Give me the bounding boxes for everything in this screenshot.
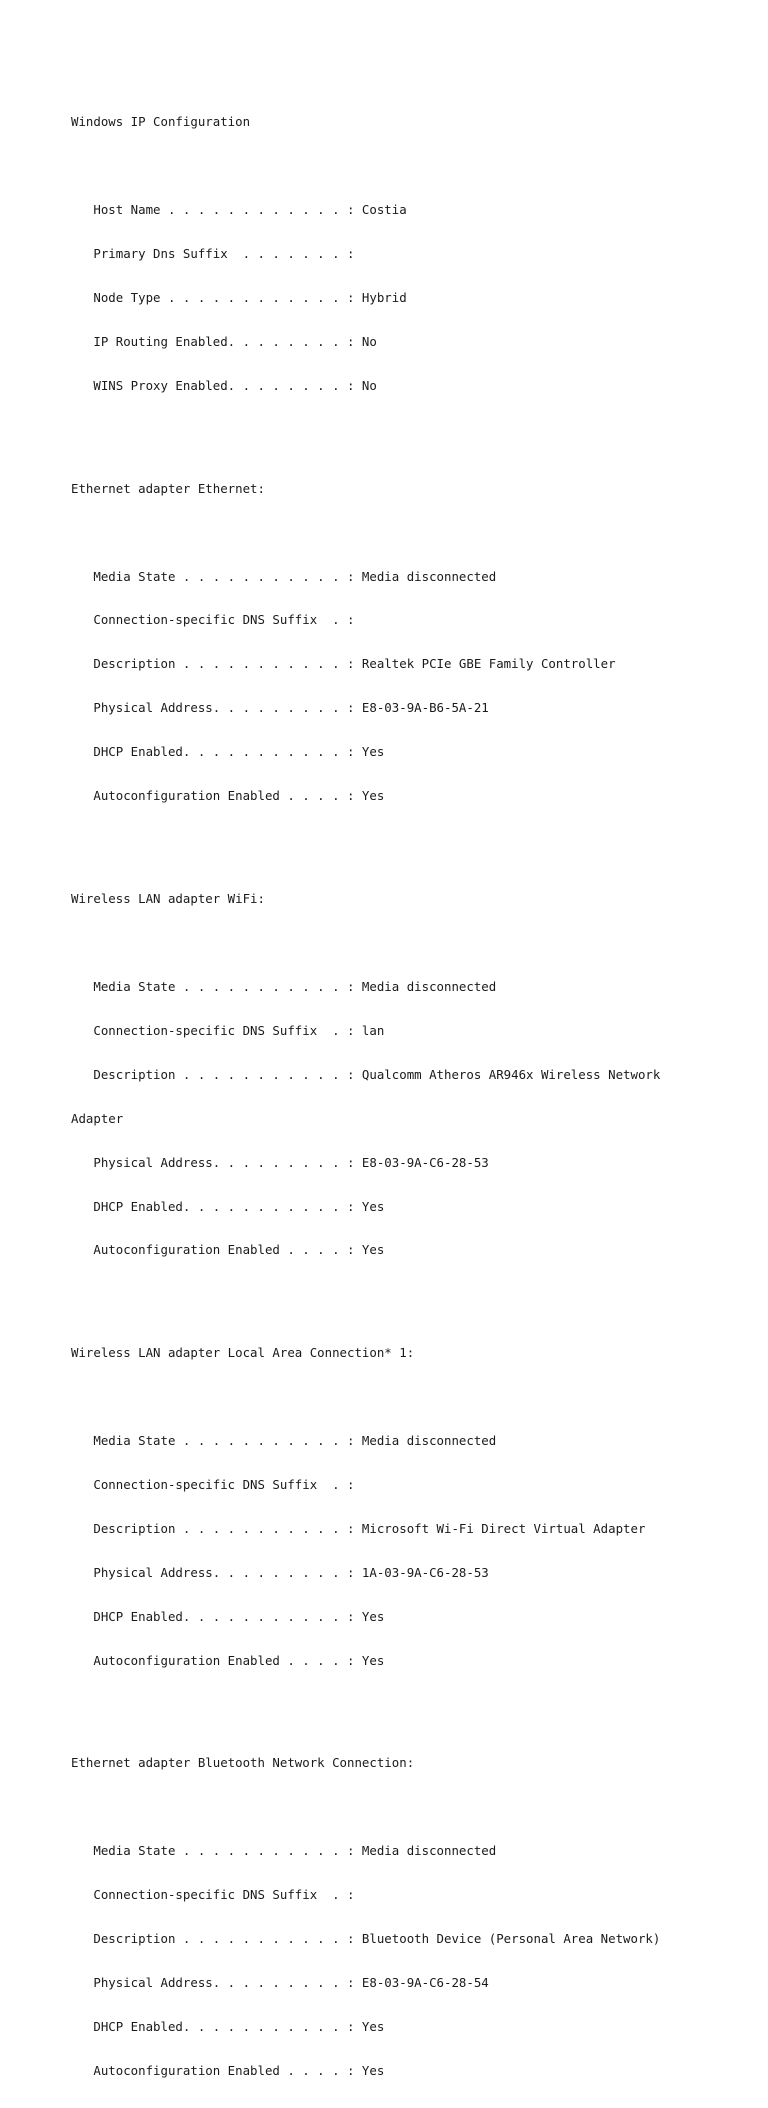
blank-line [71,1800,751,1815]
blank-line [71,833,751,848]
ipconfig-output [71,86,751,2108]
config-line-description: Description . . . . . . . . . . . : Microsoft Wi-Fi Direct Virtual Adapter [71,1520,646,1536]
config-line-dns-suffix: Connection-specific DNS Suffix . : [71,1887,355,1903]
section-heading-ethernet-adapter: Ethernet adapter Ethernet: [71,480,265,496]
config-line-autoconfiguration-enabled: Autoconfiguration Enabled . . . . : Yes [71,788,385,804]
config-line-media-state: Media State . . . . . . . . . . . : Media disconnected [71,1432,497,1448]
blank-line [71,1698,751,1713]
config-line-media-state: Media State . . . . . . . . . . . : Media disconnected [71,568,497,584]
config-line-description-wrap: Adapter [71,1110,124,1126]
config-line-dhcp-enabled: DHCP Enabled. . . . . . . . . . . : Yes [71,1198,385,1214]
config-line-media-state: Media State . . . . . . . . . . . : Media disconnected [71,978,497,994]
config-line-physical-address: Physical Address. . . . . . . . . : E8-03-9A-C6-28-53 [71,1154,489,1170]
section-heading-wireless-lan-wifi: Wireless LAN adapter WiFi: [71,890,265,906]
config-line-autoconfiguration-enabled: Autoconfiguration Enabled . . . . : Yes [71,1652,385,1668]
config-line-node-type: Node Type . . . . . . . . . . . . : Hybrid [71,290,407,306]
config-line-autoconfiguration-enabled: Autoconfiguration Enabled . . . . : Yes [71,1242,385,1258]
config-line-dns-suffix: Connection-specific DNS Suffix . : lan [71,1022,385,1038]
config-line-dns-suffix: Connection-specific DNS Suffix . : [71,1476,355,1492]
config-line-primary-dns-suffix: Primary Dns Suffix . . . . . . . : [71,246,355,262]
config-line-description: Description . . . . . . . . . . . : Bluetooth Device (Personal Area Network) [71,1931,661,1947]
config-line-dhcp-enabled: DHCP Enabled. . . . . . . . . . . : Yes [71,1608,385,1624]
document-page [71,86,751,2108]
config-line-description: Description . . . . . . . . . . . : Qualcomm Atheros AR946x Wireless Network [71,1066,661,1082]
blank-line [71,936,751,951]
blank-line [71,159,751,174]
config-line-physical-address: Physical Address. . . . . . . . . : E8-03-9A-C6-28-54 [71,1975,489,1991]
section-heading-windows-ip-configuration: Windows IP Configuration [71,114,251,130]
blank-line [71,1287,751,1302]
config-line-dhcp-enabled: DHCP Enabled. . . . . . . . . . . : Yes [71,744,385,760]
config-line-physical-address: Physical Address. . . . . . . . . : E8-03-9A-B6-5A-21 [71,700,489,716]
config-line-autoconfiguration-enabled: Autoconfiguration Enabled . . . . : Yes [71,2062,385,2078]
blank-line [71,1390,751,1405]
blank-line [71,423,751,438]
config-line-dns-suffix: Connection-specific DNS Suffix . : [71,612,355,628]
config-line-host-name: Host Name . . . . . . . . . . . . : Costia [71,202,407,218]
blank-line [71,526,751,541]
config-line-ip-routing-enabled: IP Routing Enabled. . . . . . . . : No [71,334,377,350]
section-heading-local-area-connection: Wireless LAN adapter Local Area Connection* 1: [71,1345,415,1361]
config-line-media-state: Media State . . . . . . . . . . . : Media disconnected [71,1843,497,1859]
section-heading-bluetooth-network-connection: Ethernet adapter Bluetooth Network Connection: [71,1755,415,1771]
config-line-description: Description . . . . . . . . . . . : Realtek PCIe GBE Family Controller [71,656,616,672]
config-line-dhcp-enabled: DHCP Enabled. . . . . . . . . . . : Yes [71,2018,385,2034]
config-line-wins-proxy-enabled: WINS Proxy Enabled. . . . . . . . : No [71,378,377,394]
config-line-physical-address: Physical Address. . . . . . . . . : 1A-03-9A-C6-28-53 [71,1564,489,1580]
